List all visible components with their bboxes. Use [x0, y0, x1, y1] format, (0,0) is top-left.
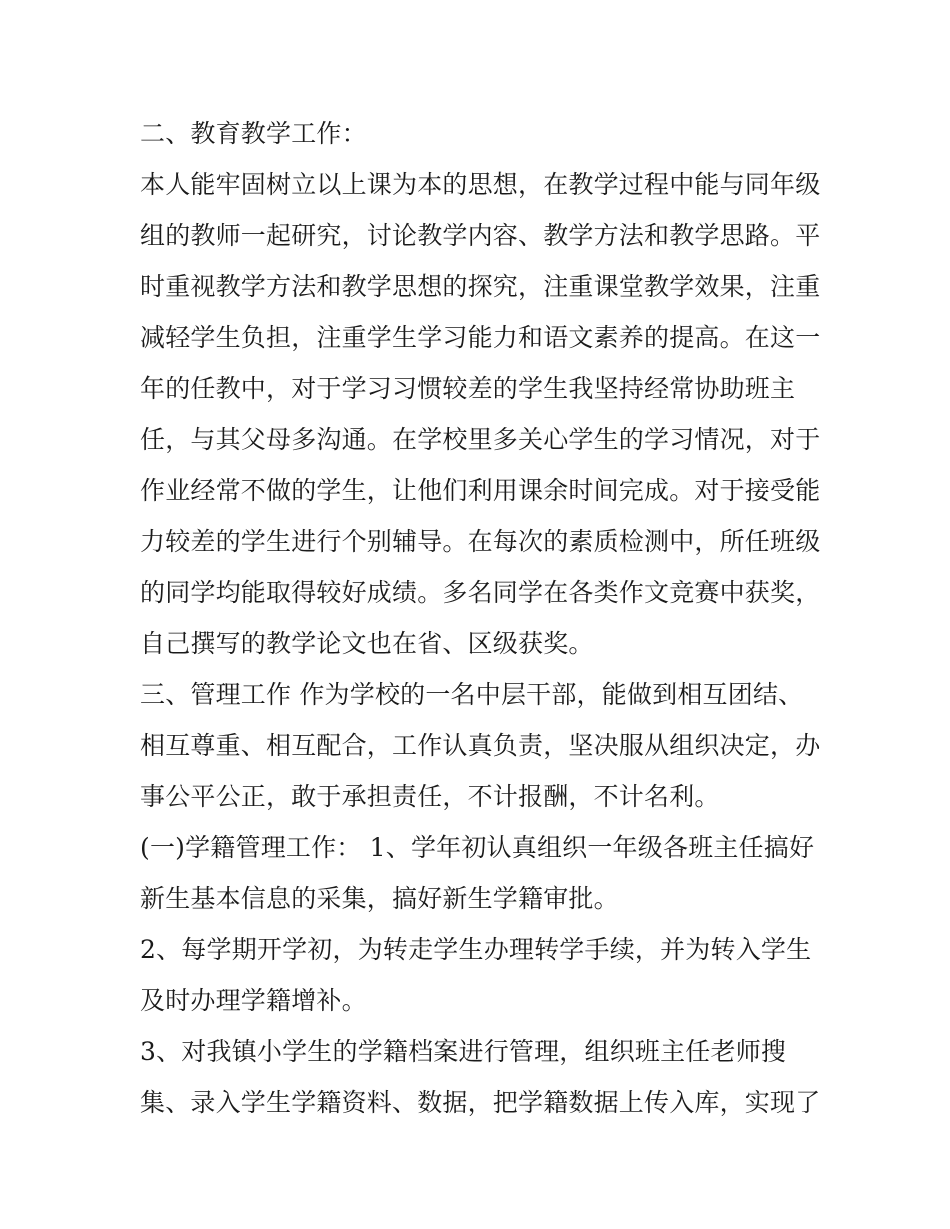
paragraph-line: 作业经常不做的学生，让他们利用课余时间完成。对于接受能 — [140, 476, 821, 505]
paragraph-line: 任，与其父母多沟通。在学校里多关心学生的学习情况，对于 — [140, 425, 821, 454]
paragraph-line: 本人能牢固树立以上课为本的思想，在教学过程中能与同年级 — [140, 170, 821, 199]
list-item-2: 2、每学期开学初，为转走学生办理转学手续，并为转入学生 — [140, 935, 812, 964]
paragraph-line: 及时办理学籍增补。 — [140, 986, 367, 1015]
paragraph-line: 时重视教学方法和教学思想的探究，注重课堂教学效果，注重 — [140, 272, 821, 301]
section-heading-management: 三、管理工作 作为学校的一名中层干部，能做到相互团结、 — [140, 680, 804, 709]
paragraph-line: 事公平公正，敢于承担责任，不计报酬，不计名利。 — [140, 782, 720, 811]
paragraph-line: 减轻学生负担，注重学生学习能力和语文素养的提高。在这一 — [140, 323, 821, 352]
paragraph-line: 组的教师一起研究，讨论教学内容、教学方法和教学思路。平 — [140, 221, 821, 250]
paragraph-line: 自己撰写的教学论文也在省、区级获奖。 — [140, 629, 594, 658]
list-item-3: 3、对我镇小学生的学籍档案进行管理，组织班主任老师搜 — [140, 1037, 787, 1066]
paragraph-line: 集、录入学生学籍资料、数据，把学籍数据上传入库，实现了 — [140, 1088, 821, 1117]
paragraph-line: 相互尊重、相互配合，工作认真负责，坚决服从组织决定，办 — [140, 731, 821, 760]
document-body — [140, 108, 820, 1128]
subsection-heading-registry: (一)学籍管理工作： 1、学年初认真组织一年级各班主任搞好 — [140, 833, 815, 862]
paragraph-line: 年的任教中，对于学习习惯较差的学生我坚持经常协助班主 — [140, 374, 796, 403]
paragraph-line: 新生基本信息的采集，搞好新生学籍审批。 — [140, 884, 619, 913]
paragraph-line: 力较差的学生进行个别辅导。在每次的素质检测中，所任班级 — [140, 527, 821, 556]
paragraph-line: 的同学均能取得较好成绩。多名同学在各类作文竞赛中获奖， — [140, 578, 821, 607]
section-heading-teaching: 二、教育教学工作： — [140, 119, 367, 148]
